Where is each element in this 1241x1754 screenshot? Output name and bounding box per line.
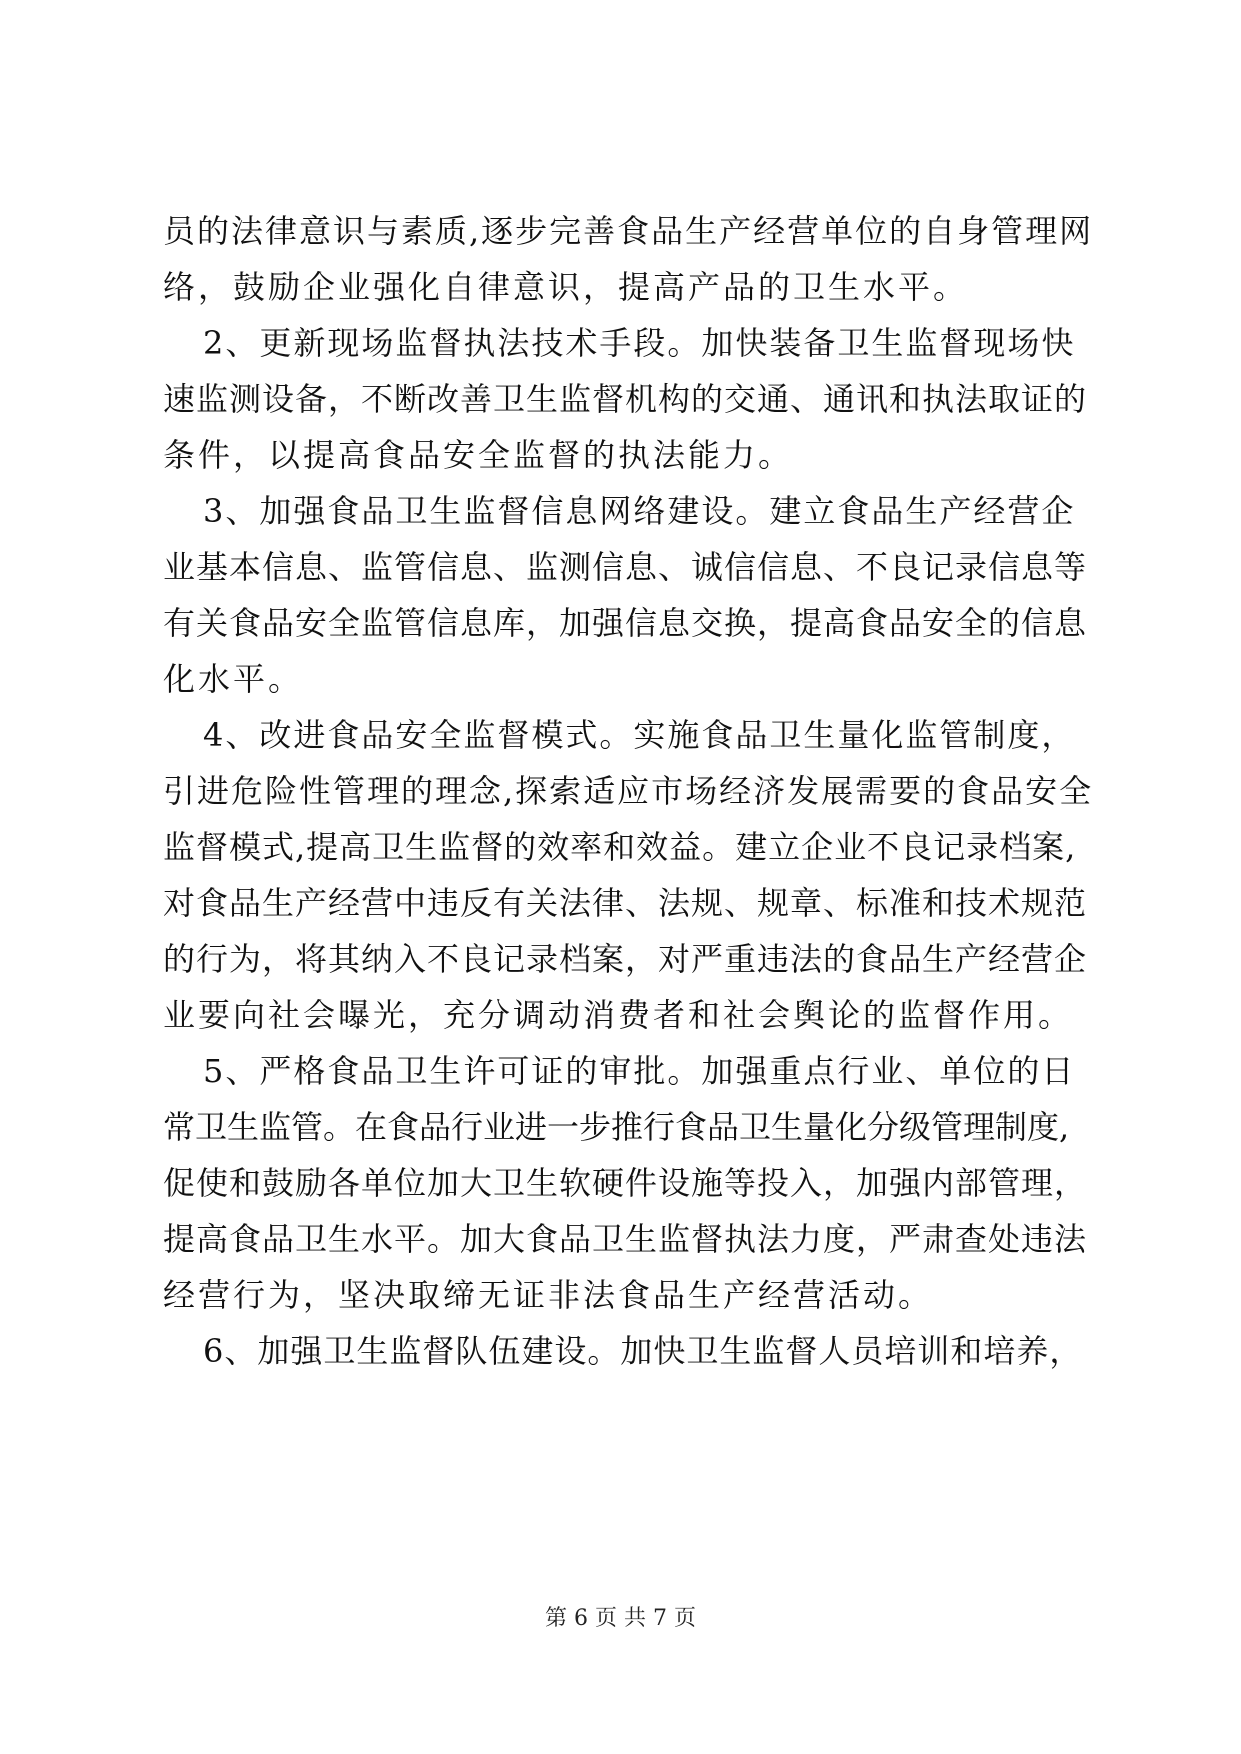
text-line: 条件，以提高食品安全监督的执法能力。: [163, 436, 794, 474]
text-line: 4、改进食品安全监督模式。实施食品卫生量化监管制度，: [203, 716, 1076, 754]
text-line: 提高食品卫生水平。加大食品卫生监督执法力度，严肃查处违法: [163, 1220, 1088, 1258]
text-line: 业基本信息、监管信息、监测信息、诚信信息、不良记录信息等: [163, 548, 1088, 586]
text-line: 引进危险性管理的理念,探索适应市场经济发展需要的食品安全: [163, 772, 1093, 810]
text-line: 有关食品安全监管信息库，加强信息交换，提高食品安全的信息: [163, 604, 1088, 642]
text-line: 速监测设备，不断改善卫生监督机构的交通、通讯和执法取证的: [163, 380, 1088, 418]
text-line: 络，鼓励企业强化自律意识，提高产品的卫生水平。: [163, 268, 969, 306]
text-line: 6、加强卫生监督队伍建设。加快卫生监督人员培训和培养，: [203, 1332, 1083, 1370]
text-line: 3、加强食品卫生监督信息网络建设。建立食品生产经营企: [203, 492, 1076, 530]
text-line: 业要向社会曝光，充分调动消费者和社会舆论的监督作用。: [163, 996, 1074, 1034]
text-line: 经营行为，坚决取缔无证非法食品生产经营活动。: [163, 1276, 934, 1314]
text-line: 对食品生产经营中违反有关法律、法规、规章、标准和技术规范: [163, 884, 1088, 922]
text-line: 员的法律意识与素质,逐步完善食品生产经营单位的自身管理网: [163, 212, 1093, 250]
text-line: 5、严格食品卫生许可证的审批。加强重点行业、单位的日: [203, 1052, 1076, 1090]
text-line: 2、更新现场监督执法技术手段。加快装备卫生监督现场快: [203, 324, 1076, 362]
text-line: 的行为，将其纳入不良记录档案，对严重违法的食品生产经营企: [163, 940, 1088, 978]
text-line: 常卫生监管。在食品行业进一步推行食品卫生量化分级管理制度,: [163, 1108, 1070, 1146]
page-number-footer: 第 6 页 共 7 页: [545, 1606, 696, 1631]
text-line: 监督模式,提高卫生监督的效率和效益。建立企业不良记录档案,: [163, 828, 1077, 866]
text-line: 化水平。: [163, 660, 304, 698]
text-line: 促使和鼓励各单位加大卫生软硬件设施等投入，加强内部管理，: [163, 1164, 1088, 1202]
